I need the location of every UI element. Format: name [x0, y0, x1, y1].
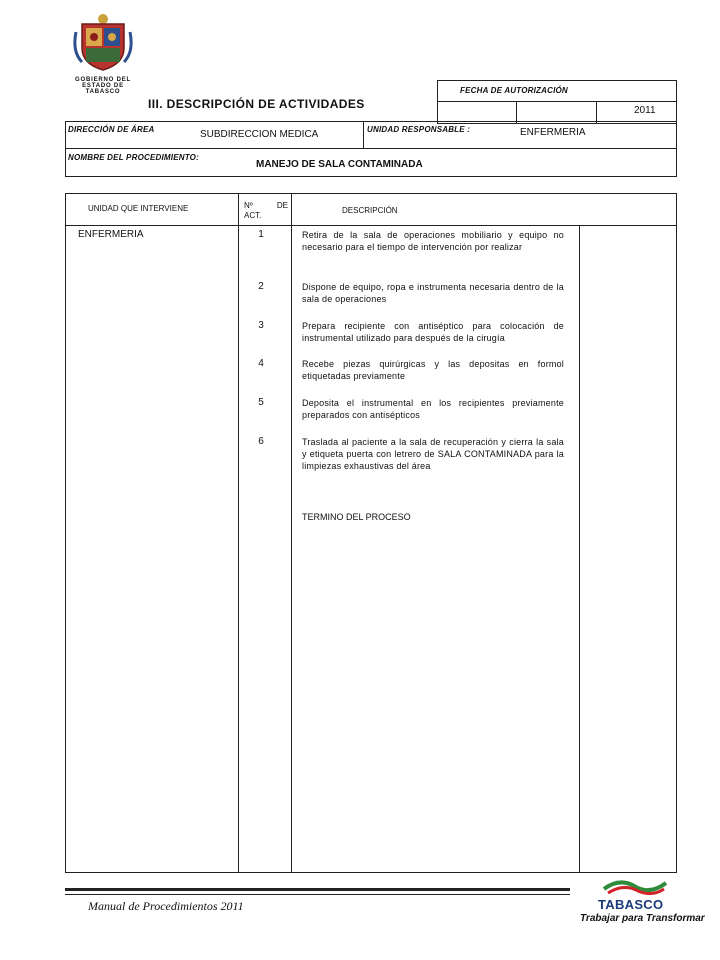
- state-coat-of-arms: [68, 12, 138, 94]
- closing-text: TERMINO DEL PROCESO: [302, 512, 411, 522]
- activity-description: Traslada al paciente a la sala de recuperación y cierra la sala y etiqueta puerta con letrero de SALA CONTAMINADA para la limpiezas exhaustivas del área: [302, 437, 564, 471]
- direccion-value: SUBDIRECCION MEDICA: [200, 129, 319, 140]
- activity-number: 4: [258, 358, 264, 369]
- logo-text-line2: ESTADO DE: [82, 83, 124, 89]
- col-header-num: [244, 201, 288, 221]
- unidad-responsable-value: ENFERMERIA: [520, 127, 586, 138]
- activity-description: Retira de la sala de operaciones mobiliario y equipo no necesario para el tiempo de intervención por realizar: [302, 230, 564, 252]
- col-header-num-part2: DE: [276, 201, 288, 210]
- col-header-num-part3: ACT.: [244, 211, 262, 220]
- activity-description: Prepara recipiente con antiséptico para colocación de instrumental utilizado para después de la cirugía: [302, 321, 564, 343]
- manual-footer-text: Manual de Procedimientos 2011: [88, 899, 244, 913]
- activity-number: 3: [258, 320, 264, 331]
- fecha-autorizacion-box: [437, 80, 677, 124]
- activity-number: 2: [258, 281, 264, 292]
- brand-name: TABASCO: [598, 897, 664, 912]
- unidad-cell: ENFERMERIA: [78, 229, 144, 240]
- tabasco-swoosh-icon: [600, 875, 670, 897]
- coat-of-arms-icon: [68, 12, 138, 72]
- tabasco-brand-logo: [578, 875, 705, 935]
- activity-description: Dispone de equipo, ropa e instrumenta necesaria dentro de la sala de operaciones: [302, 282, 564, 304]
- procedimiento-value: MANEJO DE SALA CONTAMINADA: [256, 159, 423, 170]
- col-header-unidad: UNIDAD QUE INTERVIENE: [88, 204, 189, 213]
- col-header-num-part1: Nº: [244, 201, 253, 210]
- activity-number: 6: [258, 436, 264, 447]
- header-info-block: [65, 121, 677, 177]
- logo-text-line3: TABASCO: [85, 89, 121, 95]
- activities-table: [65, 193, 677, 873]
- col-header-descripcion: DESCRIPCIÓN: [342, 206, 398, 215]
- direccion-label: DIRECCIÓN DE ÁREA: [68, 125, 155, 134]
- fecha-year: 2011: [634, 105, 656, 116]
- procedimiento-label: NOMBRE DEL PROCEDIMIENTO:: [68, 153, 199, 162]
- footer-rule-thick: [65, 888, 570, 891]
- unidad-responsable-label: UNIDAD RESPONSABLE :: [367, 125, 471, 134]
- fecha-label: FECHA DE AUTORIZACIÓN: [460, 86, 568, 95]
- activity-number: 5: [258, 397, 264, 408]
- activity-number: 1: [258, 229, 264, 240]
- activity-description: Deposita el instrumental en los recipientes previamente preparados con antisépticos: [302, 398, 564, 420]
- section-title: III. DESCRIPCIÓN DE ACTIVIDADES: [148, 97, 365, 111]
- footer-rule-thin: [65, 894, 570, 895]
- activity-description: Recebe piezas quirúrgicas y las depositas en formol etiquetadas previamente: [302, 359, 564, 381]
- brand-slogan: Trabajar para Transformar: [580, 913, 705, 924]
- logo-text-line1: GOBIERNO DEL: [75, 77, 131, 83]
